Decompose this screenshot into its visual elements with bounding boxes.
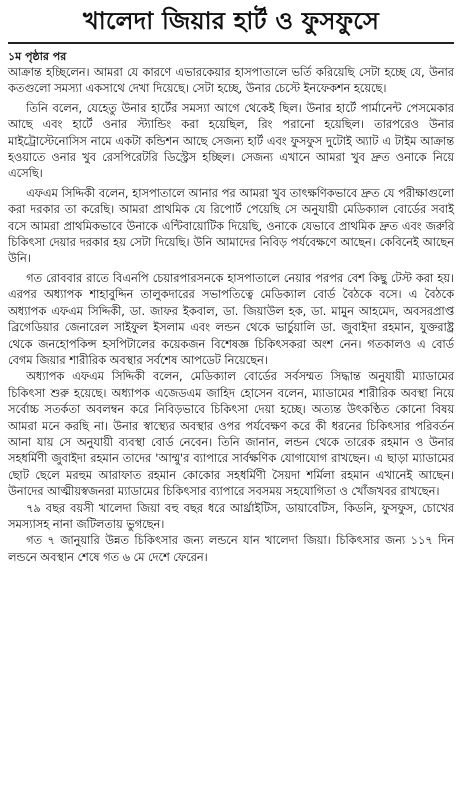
article-body (8, 65, 454, 566)
headline: খালেদা জিয়ার হার্ট ও ফুসফুসে (82, 7, 380, 35)
paragraph: গত ৭ জানুয়ারি উন্নত চিকিৎসার জন্য লন্ডনে যান খালেদা জিয়া। চিকিৎসার জন্য ১১৭ দিন লন্ডনে অবস্থান শেষে গত ৬ মে দেশে ফেরেন। (8, 534, 454, 564)
paragraph: আক্রান্ত হচ্ছিলেন। আমরা যে কারণে এভারকেয়ার হাসপাতালে ভর্তি করিয়েছি সেটা হচ্ছে যে, উনার কতগুলো সমস্যা একসাথে দেখা দিয়েছে। সেটা হচ্ছে, উনার চেস্টে ইনফেকশন হয়েছে। (8, 66, 454, 96)
headline-divider (8, 42, 454, 44)
paragraph: তিনি বলেন, যেহেতু উনার হার্টের সমস্যা আগে থেকেই ছিল। উনার হার্টে পার্মানেন্ট পেসমেকার আছে এবং হার্টে ওনার স্ট্যান্ডিং করা হয়েছিল, রিং পরানো হয়েছিল। তারপরেও উনার মাইট্রোস্টেনোসিস নামে একটা কন্ডিশন আছে সেজন্য হার্ট এবং ফুসফুস দুটোই অ্যাট এ টাইম আক্রান্ত হওয়াতে ওনার খুব রেসপিরেটরি ডিস্ট্রেস হচ্ছিল। সেজন্য এখানে আমরা খুব দ্রুত ওনাকে নিয়ে এসেছি। (8, 101, 454, 181)
paragraph: ৭৯ বছর বয়সী খালেদা জিয়া বহু বছর ধরে আর্থ্রাইটিস, ডায়াবেটিস, কিডনি, ফুসফুস, চোখের সমস্যাসহ নানা জটিলতায় ভুগছেন। (8, 501, 454, 531)
paragraph: অধ্যাপক এফএম সিদ্দিকী বলেন, মেডিক্যাল বোর্ডের সর্বসম্মত সিদ্ধান্ত অনুযায়ী ম্যাডামের চিকিৎসা শুরু হয়েছে। অধ্যাপক এজেডএম জাহিদ হোসেন বলেন, ম্যাডামের শারীরিক অবস্থা নিয়ে সর্বোচ্চ সতর্কতা অবলম্বন করে নিবিড়ভাবে চিকিৎসা দেয়া হচ্ছে। অত্যন্ত উৎকণ্ঠিত কোনো বিষয় আমরা মনে করছি না। উনার স্বাস্থ্যের অবস্থার ওপর পর্যবেক্ষণ করে কী ধরনের চিকিৎসার পরিবর্তন আনা যায় সে অনুযায়ী ব্যবস্থা বোর্ড নেবেন। তিনি জানান, লন্ডন থেকে তারেক রহমান ও উনার সহধর্মিণী জুবাইদা রহমান তাদের 'আম্মু'র ব্যাপারে সার্বক্ষণিক যোগাযোগ রাখছেন। এ ছাড়া ম্যাডামের ছোট ছেলে মরহুম আরাফাত রহমান কোকোর সহধর্মিণী সৈয়দা শর্মিলা রহমান এখানেই আছেন। উনাদের আত্মীয়স্বজনরা ম্যাডামের চিকিৎসার ব্যাপারে সবসময় সহযোগিতা ও খোঁজখবর রাখছেন। (8, 370, 454, 499)
paragraph: এফএম সিদ্দিকী বলেন, হাসপাতালে আনার পর আমরা খুব তাৎক্ষণিকভাবে দ্রুত যে পরীক্ষাগুলো করা দরকার তা করেছি। আমরা প্রাথমিক যে রিপোর্ট পেয়েছি সে অনুযায়ী মেডিক্যাল বোর্ডের সবাই বসে আমরা প্রাথমিকভাবে উনাকে এন্টিবায়োটিক দিয়েছি, ওনাকে যেভাবে প্রাথমিক দ্রুত এবং জরুরি চিকিৎসা দেয়ার দরকার হয় সেটা দিয়েছি। উনি আমাদের নিবিড় পর্যবেক্ষণে আছেন। কেবিনেই আছেন উনি। (8, 186, 454, 266)
paragraph: গত রোববার রাতে বিএনপি চেয়ারপারসনকে হাসপাতালে নেয়ার পরপর বেশ কিছু টেস্ট করা হয়। এরপর অধ্যাপক শাহাবুদ্দিন তালুকদারের সভাপতিত্বে মেডিক্যাল বোর্ড বৈঠকে বসে। এ বৈঠকে অধ্যাপক এফএম সিদ্দিকী, ডা. জাফর ইকবাল, ডা. জিয়াউল হক, ডা. মামুন আহমেদ, অবসরপ্রাপ্ত ব্রিগেডিয়ার জেনারেল সাইফুল ইসলাম এবং লন্ডন থেকে ভার্চুয়ালি ডা. জুবাইদা রহমান, যুক্তরাষ্ট্র থেকে জনহোপকিন্স হসপিটালের কয়েকজন বিশেষজ্ঞ চিকিৎসকরা অংশ নেন। গতকালও এ বোর্ড বেগম জিয়ার শারীরিক অবস্থার সর্বশেষ আপডেট নিয়েছেন। (8, 271, 454, 367)
continued-from-page-label: ১ম পৃষ্ঠার পর (8, 50, 67, 63)
